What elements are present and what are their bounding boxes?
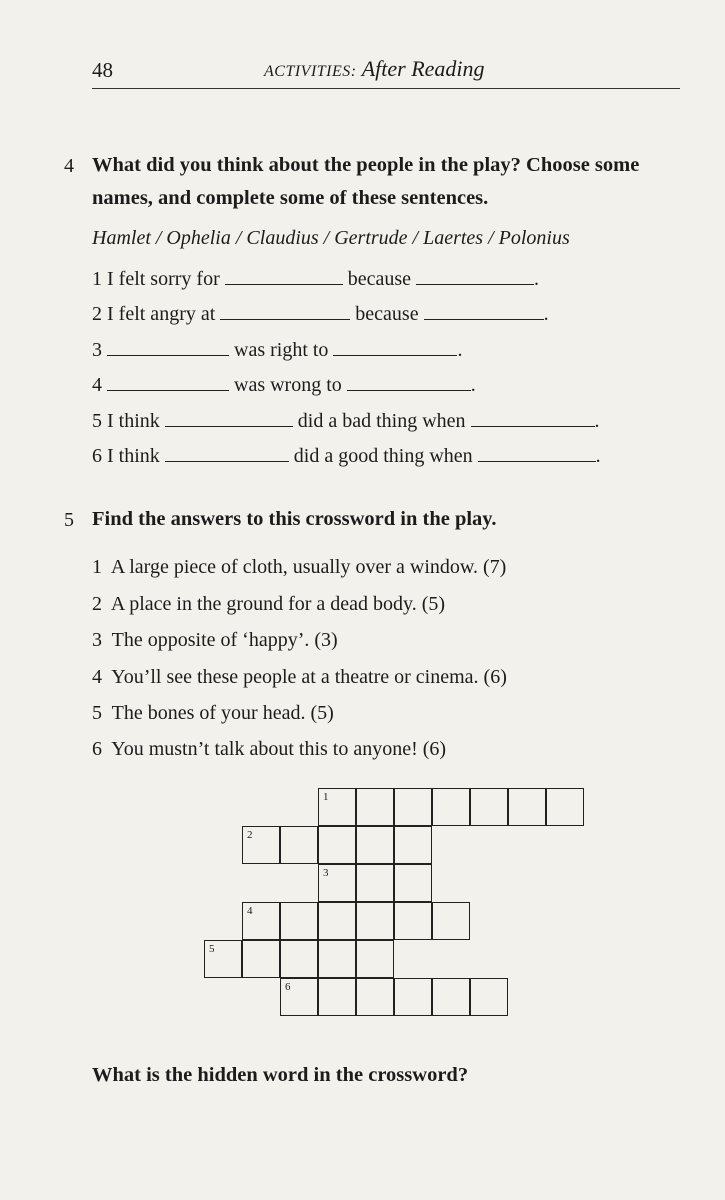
answer-blank[interactable] xyxy=(416,266,534,285)
crossword-cell[interactable] xyxy=(394,902,432,940)
clue-4 xyxy=(92,666,507,689)
clue-number: 2 xyxy=(92,593,102,615)
sentence-number: 5 xyxy=(92,410,102,432)
crossword-cell[interactable] xyxy=(318,902,356,940)
crossword-cell[interactable] xyxy=(318,940,356,978)
crossword-cell[interactable] xyxy=(394,864,432,902)
crossword-cell[interactable] xyxy=(356,788,394,826)
crossword-cell[interactable] xyxy=(432,788,470,826)
clue-text: A large piece of cloth, usually over a window. (7) xyxy=(110,556,507,578)
sentence-number: 4 xyxy=(92,374,102,396)
sentence-middle: because xyxy=(355,303,419,325)
sentence-end: . xyxy=(457,339,463,361)
sentence-start: I felt angry at xyxy=(107,303,216,325)
sentence-middle: did a good thing when xyxy=(293,445,473,467)
crossword-clue-number: 4 xyxy=(247,905,253,917)
section-title: After Reading xyxy=(361,56,485,81)
answer-blank[interactable] xyxy=(471,408,595,427)
sentence-end: . xyxy=(594,410,600,432)
sentence-number: 6 xyxy=(92,445,102,467)
crossword-clue-number: 5 xyxy=(209,943,215,955)
page-header xyxy=(92,52,680,89)
clue-text: The opposite of ‘happy’. (3) xyxy=(111,629,338,651)
crossword-cell[interactable] xyxy=(280,940,318,978)
sentence-number: 3 xyxy=(92,339,102,361)
sentence-middle: was wrong to xyxy=(234,374,342,396)
sentence-start: I felt sorry for xyxy=(107,268,220,290)
crossword-cell[interactable] xyxy=(204,940,242,978)
sentence-end: . xyxy=(543,303,549,325)
crossword-cell[interactable] xyxy=(432,978,470,1016)
crossword-cell[interactable] xyxy=(432,902,470,940)
question-4-number: 4 xyxy=(64,155,74,177)
crossword-cell[interactable] xyxy=(356,940,394,978)
question-5-number: 5 xyxy=(64,509,74,531)
answer-blank[interactable] xyxy=(107,337,229,356)
sentence-middle: was right to xyxy=(234,339,329,361)
clue-text: A place in the ground for a dead body. (5) xyxy=(110,593,446,615)
crossword-cell[interactable] xyxy=(318,978,356,1016)
crossword-clue-number: 6 xyxy=(285,981,291,993)
question-5-text: Find the answers to this crossword in the play. xyxy=(92,508,497,530)
sentence-2 xyxy=(92,301,549,326)
clue-number: 5 xyxy=(92,702,102,724)
crossword-cell[interactable] xyxy=(318,864,356,902)
clue-number: 3 xyxy=(92,629,102,651)
page-number: 48 xyxy=(92,58,113,82)
sentence-start: I think xyxy=(107,410,160,432)
sentence-number: 2 xyxy=(92,303,102,325)
crossword-clue-number: 2 xyxy=(247,829,253,841)
clue-text: The bones of your head. (5) xyxy=(111,702,334,724)
answer-blank[interactable] xyxy=(220,301,350,320)
clue-6 xyxy=(92,738,446,761)
sentence-start: I think xyxy=(107,445,160,467)
crossword-cell[interactable] xyxy=(546,788,584,826)
section-label: ACTIVITIES: xyxy=(264,63,357,80)
crossword-cell[interactable] xyxy=(470,978,508,1016)
answer-blank[interactable] xyxy=(107,372,229,391)
answer-blank[interactable] xyxy=(165,443,289,462)
crossword-cell[interactable] xyxy=(242,826,280,864)
answer-blank[interactable] xyxy=(225,266,343,285)
sentence-number: 1 xyxy=(92,268,102,290)
crossword-cell[interactable] xyxy=(356,864,394,902)
crossword-clue-number: 1 xyxy=(323,791,329,803)
running-head xyxy=(264,56,485,82)
clue-1 xyxy=(92,556,506,579)
sentence-6 xyxy=(92,443,601,468)
sentence-5 xyxy=(92,408,600,433)
clue-2 xyxy=(92,593,445,616)
hidden-word-question: What is the hidden word in the crossword? xyxy=(92,1064,469,1086)
character-names: Hamlet / Ophelia / Claudius / Gertrude / Laertes / Polonius xyxy=(92,227,570,249)
answer-blank[interactable] xyxy=(478,443,596,462)
answer-blank[interactable] xyxy=(165,408,293,427)
answer-blank[interactable] xyxy=(333,337,457,356)
crossword-clue-number: 3 xyxy=(323,867,329,879)
question-4-text: What did you think about the people in the play? Choose some names, and complete some of these sentences. xyxy=(92,154,640,209)
crossword-cell[interactable] xyxy=(280,826,318,864)
crossword-cell[interactable] xyxy=(508,788,546,826)
crossword-cell[interactable] xyxy=(280,978,318,1016)
clue-text: You’ll see these people at a theatre or cinema. (6) xyxy=(111,666,507,688)
answer-blank[interactable] xyxy=(347,372,471,391)
crossword-cell[interactable] xyxy=(394,826,432,864)
crossword-cell[interactable] xyxy=(242,940,280,978)
crossword-cell[interactable] xyxy=(470,788,508,826)
crossword-cell[interactable] xyxy=(356,826,394,864)
sentence-middle: did a bad thing when xyxy=(297,410,466,432)
crossword-cell[interactable] xyxy=(394,788,432,826)
sentence-3 xyxy=(92,337,462,362)
sentence-end: . xyxy=(534,268,540,290)
crossword-cell[interactable] xyxy=(394,978,432,1016)
sentence-4 xyxy=(92,372,476,397)
crossword-cell[interactable] xyxy=(242,902,280,940)
sentence-1 xyxy=(92,266,539,291)
answer-blank[interactable] xyxy=(424,301,544,320)
clue-number: 6 xyxy=(92,738,102,760)
crossword-cell[interactable] xyxy=(318,788,356,826)
crossword-cell[interactable] xyxy=(356,902,394,940)
clue-5 xyxy=(92,702,334,725)
clue-number: 1 xyxy=(92,556,102,578)
clue-text: You mustn’t talk about this to anyone! (6) xyxy=(111,738,447,760)
crossword-cell[interactable] xyxy=(318,826,356,864)
clue-number: 4 xyxy=(92,666,102,688)
crossword-cell[interactable] xyxy=(356,978,394,1016)
crossword-cell[interactable] xyxy=(280,902,318,940)
sentence-end: . xyxy=(595,445,601,467)
sentence-middle: because xyxy=(347,268,412,290)
sentence-end: . xyxy=(470,374,476,396)
clue-3 xyxy=(92,629,338,652)
